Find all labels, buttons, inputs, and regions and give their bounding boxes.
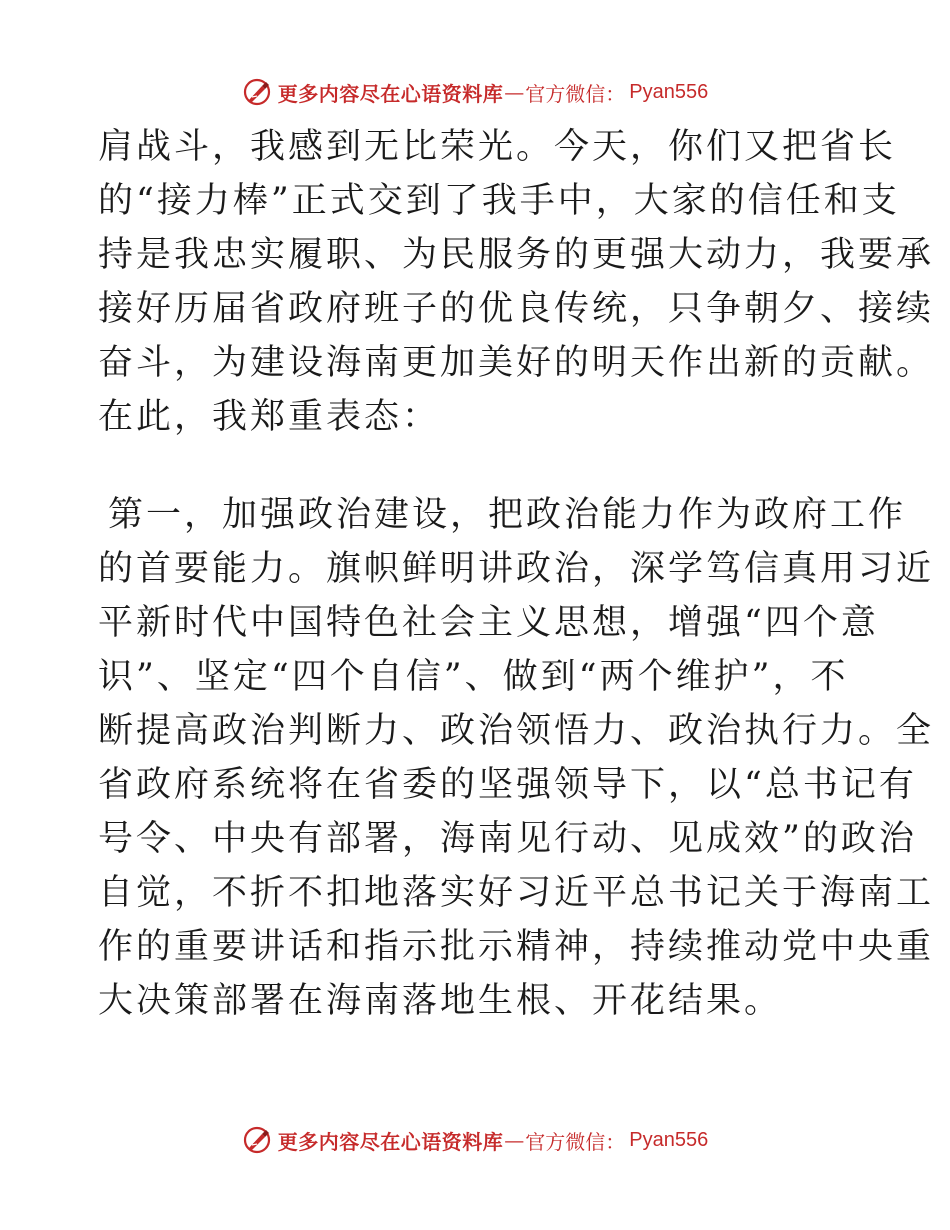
paragraph-gap [98,444,858,488]
text-line: 断提高政治判断力、政治领悟力、政治执行力。全 [98,711,935,751]
footer-banner-dash: — [504,1128,525,1152]
pen-logo-icon [242,77,272,107]
header-banner-text: 更多内容尽在心语资料库 [277,81,504,106]
header-wechat-id: Pyan556 [629,80,709,103]
text-line: 奋斗，为建设海南更加美好的明天作出新的贡献。 [98,343,935,383]
paragraph-1 [98,120,935,444]
text-line: 自觉，不折不扣地落实好习近平总书记关于海南工 [98,873,935,913]
header-banner [0,72,950,112]
footer-wechat-id: Pyan556 [629,1128,709,1151]
text-line: 的首要能力。旗帜鲜明讲政治，深学笃信真用习近 [98,549,935,589]
text-line: 第一，加强政治建设，把政治能力作为政府工作 [108,495,907,535]
text-line: 的“接力棒”正式交到了我手中，大家的信任和支 [98,181,900,221]
text-line: 平新时代中国特色社会主义思想，增强“四个意 [98,603,879,643]
header-banner-dash: — [504,80,525,104]
text-line: 肩战斗，我感到无比荣光。今天，你们又把省长 [98,127,897,167]
text-line: 省政府系统将在省委的坚强领导下，以“总书记有 [98,765,917,805]
pen-logo-icon [242,1125,272,1155]
text-line: 大决策部署在海南落地生根、开花结果。 [98,981,783,1021]
header-wechat-label: 官方微信： [525,81,626,106]
text-line: 号令、中央有部署，海南见行动、见成效”的政治 [98,819,917,859]
text-line: 接好历届省政府班子的优良传统，只争朝夕、接续 [98,289,935,329]
footer-wechat-label: 官方微信： [525,1129,626,1154]
text-line: 识”、坚定“四个自信”、做到“两个维护”，不 [98,657,849,697]
document-body [98,120,935,1028]
text-line: 持是我忠实履职、为民服务的更强大动力，我要承 [98,235,935,275]
paragraph-2 [98,488,935,1028]
footer-banner [0,1120,950,1160]
footer-banner-text: 更多内容尽在心语资料库 [277,1129,504,1154]
text-line: 在此，我郑重表态： [98,397,441,437]
text-line: 作的重要讲话和指示批示精神，持续推动党中央重 [98,927,935,967]
